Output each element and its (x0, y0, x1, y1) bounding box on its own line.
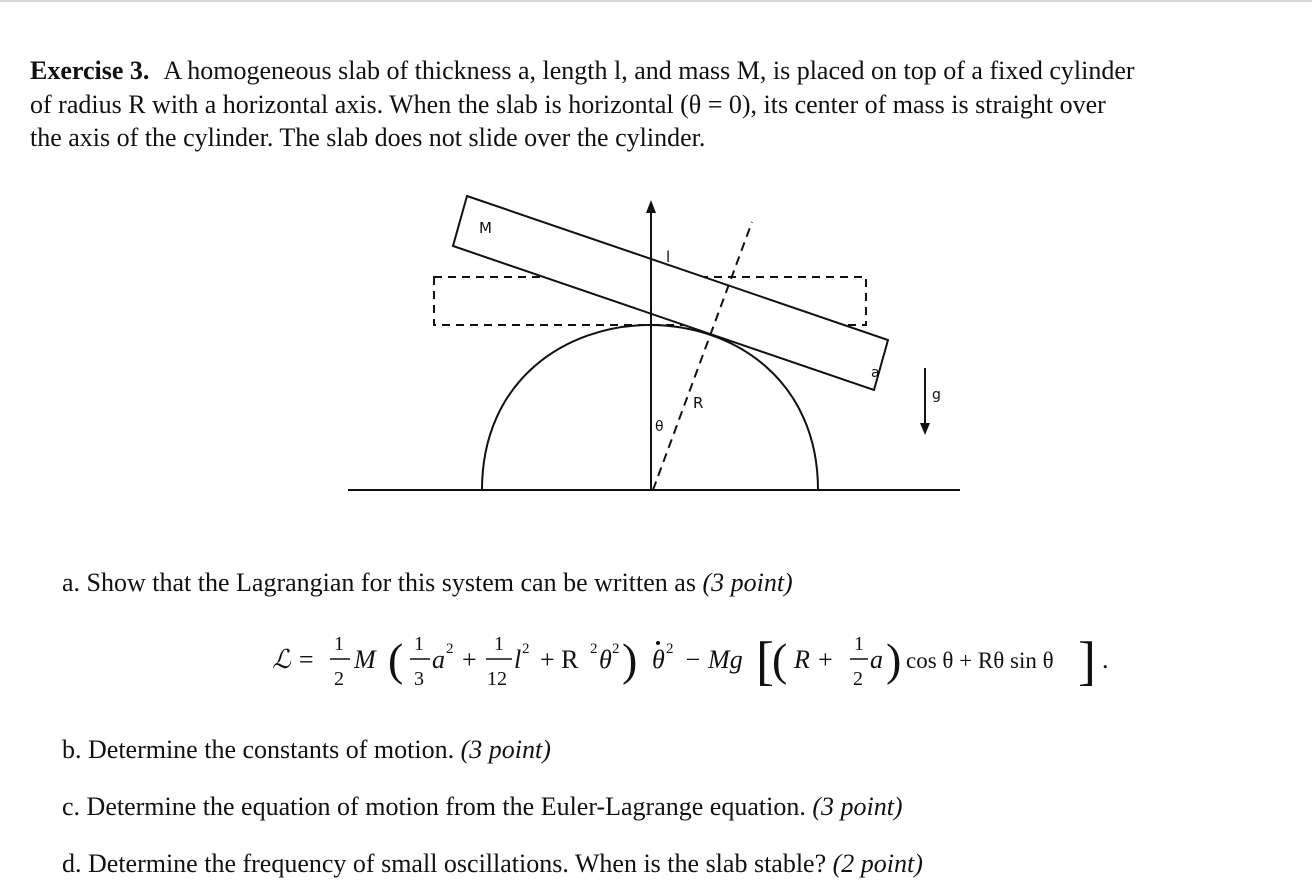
eq-plus2: + R (540, 645, 579, 674)
tilted-slab (453, 196, 888, 390)
eq-M: M (354, 645, 376, 674)
eq-third-num: 1 (414, 633, 424, 655)
eq-paren2-close: ) (886, 634, 902, 685)
gravity-arrowhead (920, 423, 930, 435)
eq-sq5: 2 (666, 641, 674, 657)
eq-paren-open: ( (388, 634, 404, 685)
exercise-line-2: of radius R with a horizontal axis. When the slab is horizontal (θ = 0), its center of mass is straight over (30, 89, 1106, 119)
eq-bracket-open: [ (756, 631, 774, 691)
eq-bracket-close: ] (1078, 631, 1096, 691)
eq-half2-den: 2 (853, 668, 863, 690)
eq-lhs: ℒ = (272, 645, 315, 674)
question-c: c. Determine the equation of motion from the Euler-Lagrange equation. (3 point) (62, 792, 903, 821)
exercise-label: Exercise 3. (30, 56, 150, 85)
eq-minus-Mg: − Mg (684, 645, 743, 674)
eq-cos-part: cos θ + Rθ sin θ (906, 648, 1054, 673)
eq-R-plus: R + (794, 645, 834, 674)
exercise-line-1: Exercise 3. A homogeneous slab of thickness a, length l, and mass M, is placed on top of a fixed cylinder (30, 56, 1135, 85)
radius-label: R (693, 394, 704, 412)
eq-half-num: 1 (334, 633, 344, 655)
eq-dot (656, 641, 660, 645)
eq-paren2-open: ( (772, 634, 788, 685)
eq-plus1: + (462, 645, 477, 674)
question-b: b. Determine the constants of motion. (3 point) (62, 735, 551, 764)
vertical-axis-arrowhead (646, 200, 656, 213)
eq-theta: θ (599, 645, 612, 674)
gravity-label: g (932, 387, 941, 403)
eq-l-sq: l (514, 645, 522, 674)
question-d: d. Determine the frequency of small oscillations. When is the slab stable? (2 point) (62, 849, 923, 878)
mass-label: M (479, 219, 492, 237)
lagrangian-equation (0, 615, 1312, 695)
eq-third-den: 3 (414, 668, 424, 690)
eq-twelfth-den: 12 (487, 668, 507, 690)
eq-period: . (1102, 645, 1109, 674)
eq-sq3: 2 (590, 641, 598, 657)
eq-sq1: 2 (446, 641, 454, 657)
eq-paren-close: ) (622, 634, 638, 685)
eq-half-den: 2 (334, 668, 344, 690)
eq-theta-dot: θ (652, 645, 665, 674)
eq-a-sq: a (432, 645, 445, 674)
angle-label: θ (655, 419, 664, 435)
eq-twelfth-num: 1 (494, 633, 504, 655)
eq-sq2: 2 (522, 641, 530, 657)
eq-sq4: 2 (612, 641, 620, 657)
eq-a2: a (870, 645, 883, 674)
question-a: a. Show that the Lagrangian for this system can be written as (3 point) (62, 568, 793, 597)
thickness-label: a (871, 365, 880, 381)
exercise-line-3: the axis of the cylinder. The slab does not slide over the cylinder. (30, 123, 706, 152)
length-label: l (666, 248, 671, 266)
eq-half2-num: 1 (854, 633, 864, 655)
